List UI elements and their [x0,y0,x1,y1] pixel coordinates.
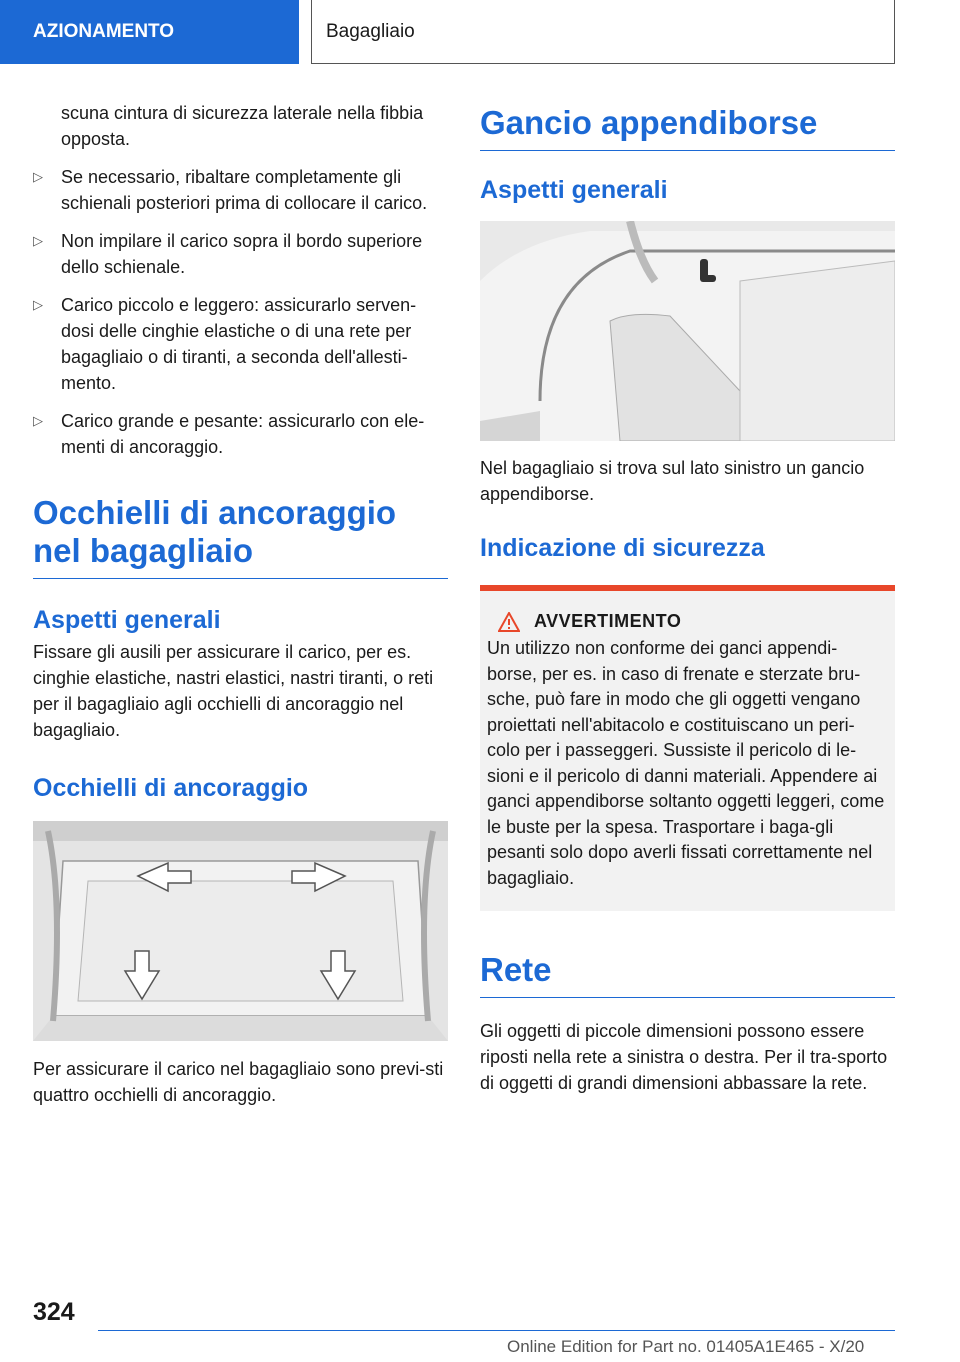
triangle-bullet-icon: ▷ [33,233,43,248]
heading-safety: Indicazione di sicurezza [480,534,765,562]
warning-text: Un utilizzo non conforme dei ganci appendi-borse, per es. in caso di frenate e sterzate bru-sche, può fare in modo che gli oggetti vengano proiettati nell'abitacolo e costituiscano un peri-colo per i passeggeri. Sussiste il pericolo di le-sioni e il pericolo di danni materiali. Appendere ai ganci appendiborse soltanto oggetti leggeri, come le buste per la spesa. Trasportare i baga-gli pesanti solo dopo averli fissati correttamente nel bagagliaio. [487,638,885,888]
triangle-bullet-icon: ▷ [33,297,43,312]
warning-box [480,585,895,911]
chapter-title: Bagagliaio [326,20,415,42]
warning-triangle-icon [498,612,520,632]
triangle-bullet-icon: ▷ [33,169,43,184]
list-item: ▷ Non impilare il carico sopra il bordo superiore dello schienale. [33,228,448,280]
intro-continuation: scuna cintura di sicurezza laterale nella fibbia opposta. [61,103,424,149]
page-number: 324 [33,1298,75,1326]
heading-general-left: Aspetti generali [33,606,221,634]
warning-title: AVVERTIMENTO [534,611,682,631]
list-item: ▷ Carico piccolo e leggero: assicurarlo serven-dosi delle cinghie elastiche o di una rete per bagagliaio o di tiranti, a seconda dell'allesti-mento. [33,292,448,396]
section-title: AZIONAMENTO [33,21,175,42]
net-text: Gli oggetti di piccole dimensioni possono essere riposti nella rete a sinistra o destra. Per il tra-sporto di oggetti di grandi dimensioni abbassare la rete. [480,1021,888,1093]
section-tab [0,0,299,64]
left-column [33,100,448,1108]
bag-hook-illustration [480,221,895,441]
general-text: Fissare gli ausili per assicurare il carico, per es. cinghie elastiche, nastri elastici, nastri tiranti, o reti per il bagagliaio agli occhielli di ancoraggio nel bagagliaio. [33,642,434,740]
heading-eyelets: Occhielli di ancoraggio [33,774,309,802]
triangle-bullet-icon: ▷ [33,413,43,428]
heading-net: Rete [480,951,895,998]
warning-header [487,611,887,632]
bullet-list [33,164,448,460]
hook-text: Nel bagagliaio si trova sul lato sinistro un gancio appendiborse. [480,458,865,504]
heading-general-right: Aspetti generali [480,176,668,204]
right-column [480,100,895,1096]
footer-edition: Online Edition for Part no. 01405A1E465 - X/20 [507,1337,865,1356]
footer-divider [98,1330,895,1331]
list-item: ▷ Carico grande e pesante: assicurarlo con ele-menti di ancoraggio. [33,408,448,460]
chapter-tab [311,0,895,64]
trunk-eyelets-illustration [33,821,448,1041]
list-item: ▷ Se necessario, ribaltare completamente gli schienali posteriori prima di collocare il carico. [33,164,448,216]
heading-eyelets-trunk: Occhielli di ancoraggio nel bagagliaio [33,494,448,579]
heading-bag-hook: Gancio appendiborse [480,104,895,151]
eyelets-text: Per assicurare il carico nel bagagliaio sono previ-sti quattro occhielli di ancoraggio. [33,1059,444,1105]
